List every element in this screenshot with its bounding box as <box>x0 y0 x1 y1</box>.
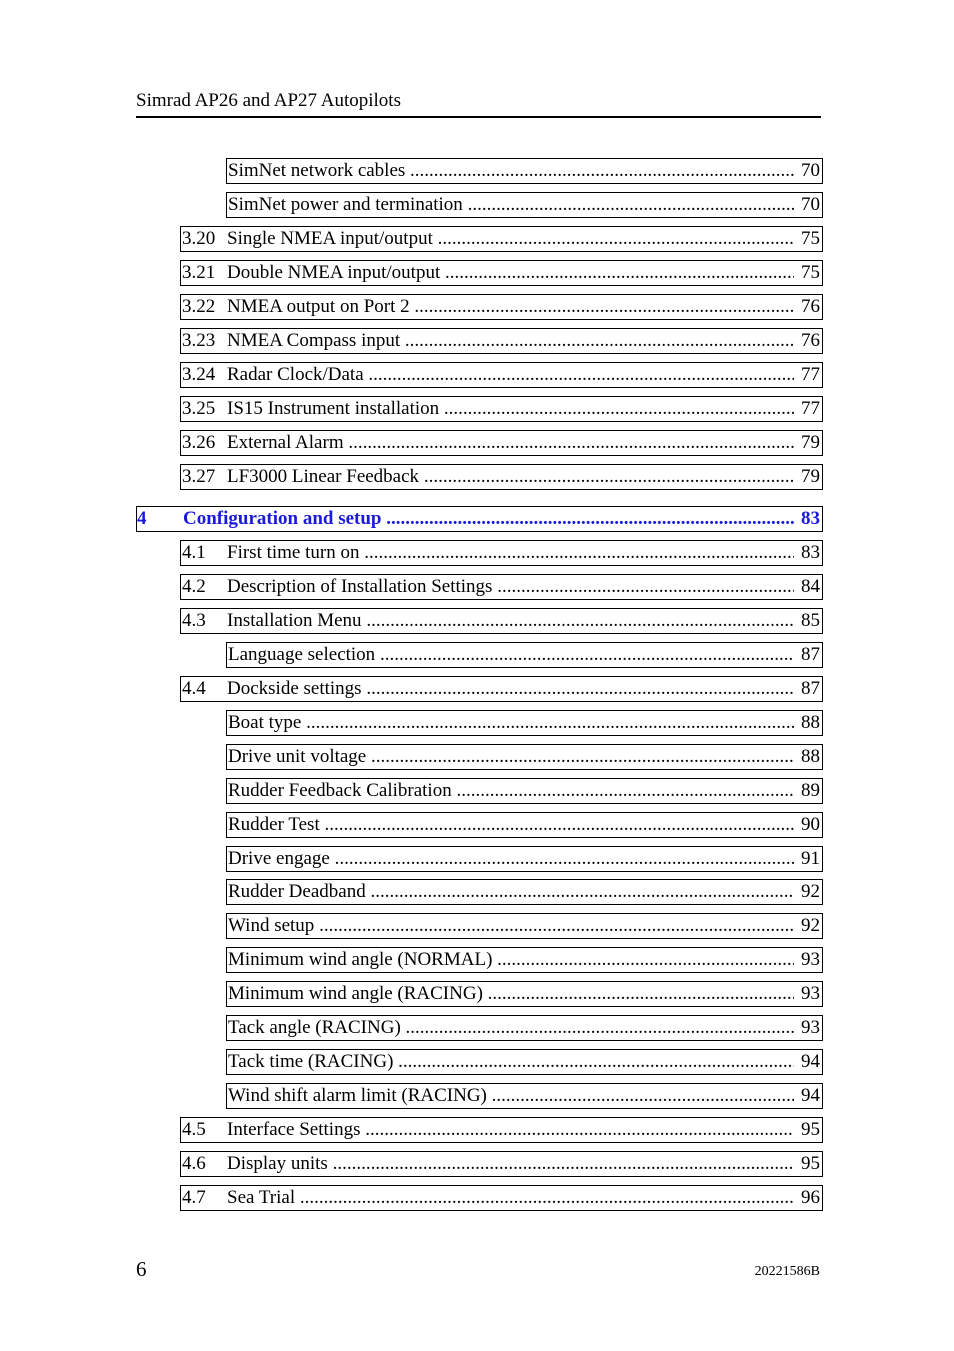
toc-page-number: 96 <box>801 1187 820 1208</box>
toc-entry-title <box>227 541 794 565</box>
toc-section-number: 4 <box>137 508 147 529</box>
toc-page-number: 76 <box>801 330 820 351</box>
toc-entry-link[interactable] <box>180 1151 823 1177</box>
toc-entry-title <box>228 1016 794 1040</box>
toc-entry-title-text: Minimum wind angle (RACING) <box>228 983 483 1004</box>
toc-entry-link[interactable] <box>226 710 823 736</box>
toc-entry-title <box>228 880 794 904</box>
toc-entry-title <box>228 948 794 972</box>
toc-entry-link[interactable] <box>226 913 823 939</box>
toc-entry-title <box>227 363 794 387</box>
toc-section-number: 3.20 <box>182 228 216 249</box>
toc-page-number: 92 <box>801 881 820 902</box>
toc-entry-title-text: Description of Installation Settings <box>227 576 493 597</box>
toc-page-number: 91 <box>801 848 820 869</box>
toc-entry-title <box>227 677 794 701</box>
toc-page-number: 93 <box>801 983 820 1004</box>
toc-chapter-link[interactable] <box>136 506 823 532</box>
toc-entry-title <box>227 465 794 489</box>
toc-entry-title-text: Tack angle (RACING) <box>228 1017 401 1038</box>
toc-page-number: 92 <box>801 915 820 936</box>
toc-entry-title-text: IS15 Instrument installation <box>227 398 440 419</box>
toc-entry-link[interactable] <box>180 260 823 286</box>
toc-entry-title <box>227 1152 794 1176</box>
toc-entry-title <box>228 982 794 1006</box>
toc-section-number: 4.7 <box>182 1187 206 1208</box>
toc-page-number: 88 <box>801 712 820 733</box>
toc-entry-title-text: Minimum wind angle (NORMAL) <box>228 949 493 970</box>
toc-section-number: 4.3 <box>182 610 206 631</box>
toc-entry-link[interactable] <box>226 812 823 838</box>
toc-entry-link[interactable] <box>226 981 823 1007</box>
toc-entry-title-text: Drive unit voltage <box>228 746 367 767</box>
toc-entry-title-text: Dockside settings <box>227 678 362 699</box>
toc-entry-title-text: SimNet power and termination <box>228 194 463 215</box>
toc-page-number: 95 <box>801 1153 820 1174</box>
toc-section-number: 3.26 <box>182 432 216 453</box>
toc-page-number: 83 <box>801 508 820 529</box>
toc-entry-link[interactable] <box>180 226 823 252</box>
toc-entry-title <box>228 711 794 735</box>
toc-entry-link[interactable] <box>180 294 823 320</box>
toc-section-number: 3.23 <box>182 330 216 351</box>
toc-section-number: 3.22 <box>182 296 216 317</box>
toc-entry-link[interactable] <box>180 1117 823 1143</box>
toc-entry-title-text: Radar Clock/Data <box>227 364 364 385</box>
toc-entry-title-text: Language selection <box>228 644 376 665</box>
toc-section-number: 4.1 <box>182 542 206 563</box>
toc-entry-title-text: Single NMEA input/output <box>227 228 433 249</box>
toc-entry-title <box>227 329 794 353</box>
toc-entry-link[interactable] <box>226 778 823 804</box>
toc-section-number: 4.4 <box>182 678 206 699</box>
toc-entry-link[interactable] <box>180 464 823 490</box>
toc-entry-title-text: Boat type <box>228 712 302 733</box>
toc-section-number: 4.2 <box>182 576 206 597</box>
toc-page-number: 70 <box>801 194 820 215</box>
toc-entry-title-text: LF3000 Linear Feedback <box>227 466 420 487</box>
toc-entry-title <box>227 609 794 633</box>
toc-page-number: 79 <box>801 466 820 487</box>
toc-entry-title <box>228 813 794 837</box>
toc-entry-link[interactable] <box>226 1015 823 1041</box>
toc-page-number: 88 <box>801 746 820 767</box>
toc-entry-title-text: Wind shift alarm limit (RACING) <box>228 1085 487 1106</box>
toc-page-number: 75 <box>801 228 820 249</box>
toc-page-number: 93 <box>801 949 820 970</box>
toc-entry-title-text: Rudder Feedback Calibration <box>228 780 452 801</box>
toc-entry-link[interactable] <box>226 846 823 872</box>
toc-entry-title <box>228 745 794 769</box>
toc-entry-title-text: NMEA output on Port 2 <box>227 296 410 317</box>
toc-entry-title-text: First time turn on <box>227 542 360 563</box>
toc-page-number: 75 <box>801 262 820 283</box>
toc-entry-title-text: Interface Settings <box>227 1119 361 1140</box>
toc-entry-title-text: SimNet network cables <box>228 160 406 181</box>
toc-section-number: 3.25 <box>182 398 216 419</box>
toc-entry-title <box>227 1186 794 1210</box>
toc-entry-title <box>228 914 794 938</box>
toc-entry-link[interactable] <box>226 744 823 770</box>
toc-page-number: 95 <box>801 1119 820 1140</box>
toc-entry-title-text: Tack time (RACING) <box>228 1051 394 1072</box>
toc-entry-link[interactable] <box>226 1049 823 1075</box>
toc-entry-title-text: Sea Trial <box>227 1187 296 1208</box>
toc-entry-title-text: Rudder Deadband <box>228 881 366 902</box>
toc-page-number: 94 <box>801 1085 820 1106</box>
page-number: 6 <box>136 1257 147 1281</box>
toc-page-number: 89 <box>801 780 820 801</box>
toc-section-number: 3.21 <box>182 262 216 283</box>
toc-page-number: 85 <box>801 610 820 631</box>
toc-entry-title-text: External Alarm <box>227 432 344 453</box>
toc-entry-link[interactable] <box>180 608 823 634</box>
toc-section-number: 3.27 <box>182 466 216 487</box>
toc-page-number: 70 <box>801 160 820 181</box>
toc-entry-link[interactable] <box>180 396 823 422</box>
toc-page-number: 93 <box>801 1017 820 1038</box>
toc-entry-title <box>228 1050 794 1074</box>
toc-section-number: 4.5 <box>182 1119 206 1140</box>
toc-entry-title <box>227 1118 794 1142</box>
toc-entry-link[interactable] <box>226 642 823 668</box>
toc-entry-title <box>228 1084 794 1108</box>
toc-entry-title <box>228 779 794 803</box>
toc-page-number: 84 <box>801 576 820 597</box>
toc-entry-link[interactable] <box>226 158 823 184</box>
toc-entry-title <box>227 227 794 251</box>
toc-page-number: 90 <box>801 814 820 835</box>
toc-page-number: 77 <box>801 398 820 419</box>
toc-entry-title <box>228 847 794 871</box>
toc-entry-link[interactable] <box>180 328 823 354</box>
toc-entry-title <box>228 643 794 667</box>
toc-entry-title-text: Configuration and setup <box>183 508 382 529</box>
toc-entry-title <box>228 159 794 183</box>
toc-page-number: 77 <box>801 364 820 385</box>
toc-entry-link[interactable] <box>226 947 823 973</box>
toc-entry-title <box>227 575 794 599</box>
toc-entry-title <box>183 507 794 531</box>
toc-entry-title <box>227 261 794 285</box>
document-title: Simrad AP26 and AP27 Autopilots <box>136 90 401 111</box>
toc-page-number: 87 <box>801 678 820 699</box>
toc-entry-title-text: Display units <box>227 1153 328 1174</box>
toc-entry-link[interactable] <box>226 1083 823 1109</box>
toc-entry-title <box>228 193 794 217</box>
toc-entry-title-text: Rudder Test <box>228 814 320 835</box>
toc-section-number: 3.24 <box>182 364 216 385</box>
toc-entry-link[interactable] <box>180 676 823 702</box>
toc-entry-link[interactable] <box>180 574 823 600</box>
toc-entry-link[interactable] <box>226 879 823 905</box>
toc-entry-link[interactable] <box>180 540 823 566</box>
toc-entry-title-text: NMEA Compass input <box>227 330 401 351</box>
toc-entry-title <box>227 431 794 455</box>
document-code: 20221586B <box>754 1264 820 1279</box>
toc-entry-title <box>227 397 794 421</box>
toc-entry-title <box>227 295 794 319</box>
toc-page-number: 83 <box>801 542 820 563</box>
toc-entry-link[interactable] <box>180 430 823 456</box>
toc-entry-link[interactable] <box>226 192 823 218</box>
toc-entry-title-text: Wind setup <box>228 915 315 936</box>
toc-page-number: 76 <box>801 296 820 317</box>
toc-page-number: 87 <box>801 644 820 665</box>
toc-entry-title-text: Installation Menu <box>227 610 362 631</box>
toc-entry-link[interactable] <box>180 1185 823 1211</box>
toc-entry-title-text: Drive engage <box>228 848 330 869</box>
toc-page-number: 94 <box>801 1051 820 1072</box>
toc-page-number: 79 <box>801 432 820 453</box>
toc-entry-link[interactable] <box>180 362 823 388</box>
toc-section-number: 4.6 <box>182 1153 206 1174</box>
toc-entry-title-text: Double NMEA input/output <box>227 262 441 283</box>
